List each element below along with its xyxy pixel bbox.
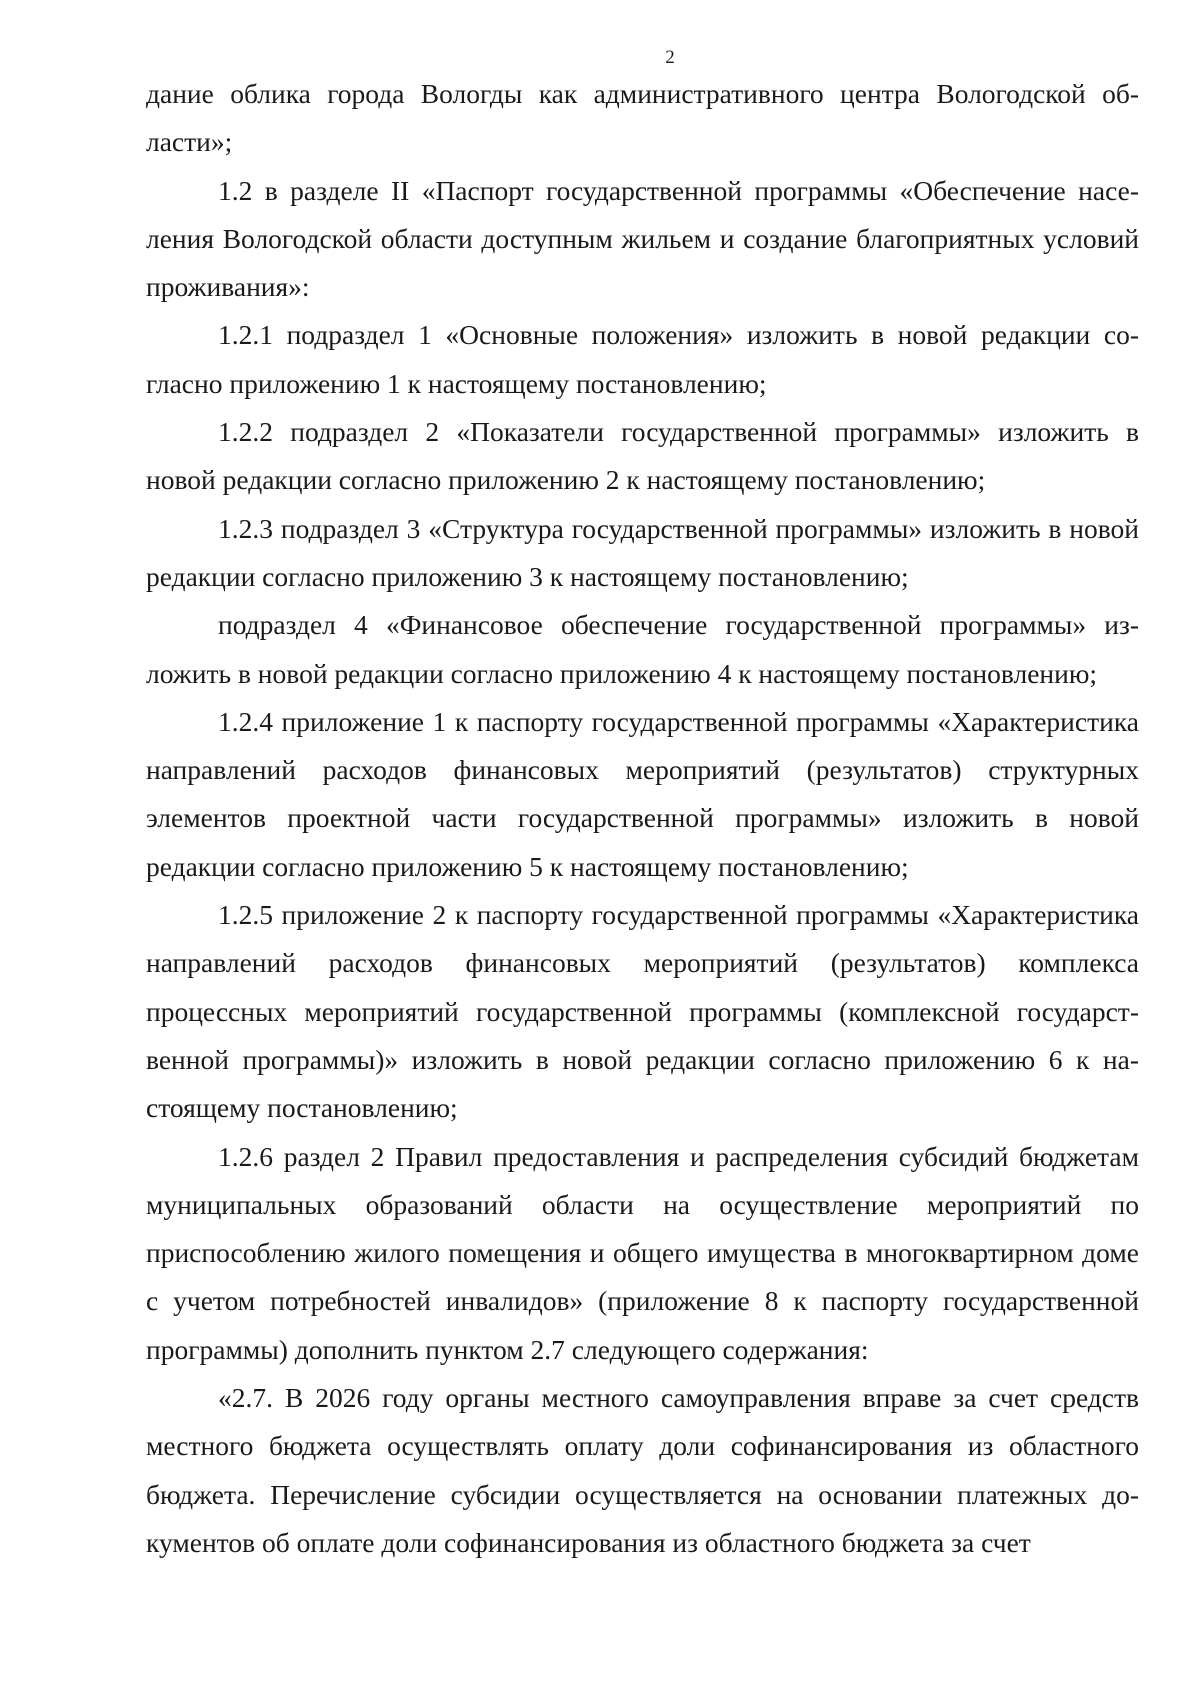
- paragraph-1-2-4: 1.2.4 приложение 1 к паспорту государственной программы «Характеристика направлений расходов финансовых мероприятий (результатов) структурных элементов проектной части государственной программы» изложить в новой редакции согласно приложению 5 к настоящему постановлению;: [146, 705, 1139, 882]
- paragraph-1-2-6: 1.2.6 раздел 2 Правил предоставления и распределения субсидий бюджетам муниципальных образований области на осуществление мероприятий по приспособлению жилого помещения и общего имущества в многоквартирном доме с учетом потребностей инвалидов» (приложение 8 к паспорту государственной программы) дополнить пунктом 2.7 следующего содержания:: [146, 1140, 1139, 1365]
- paragraph-subsection-4: подраздел 4 «Финансовое обеспечение государственной программы» изложить в новой редакции согласно приложению 4 к настоящему постановлению;: [146, 609, 1139, 689]
- paragraph-1-2-2: 1.2.2 подраздел 2 «Показатели государственной программы» изложить в новой редакции согласно приложению 2 к настоящему постановлению;: [146, 416, 1139, 496]
- paragraph-1-2: 1.2 в разделе II «Паспорт государственной программы «Обеспечение населения Вологодской области доступным жильем и создание благоприятных условий проживания»:: [146, 174, 1139, 303]
- paragraph-1-2-5: 1.2.5 приложение 2 к паспорту государственной программы «Характеристика направлений расходов финансовых мероприятий (результатов) комплекса процессных мероприятий государственной программы (комплексной государственной программы)» изложить в новой редакции согласно приложению 6 к настоящему постановлению;: [146, 899, 1139, 1124]
- paragraph-1-2-1: 1.2.1 подраздел 1 «Основные положения» изложить в новой редакции согласно приложению 1 к настоящему постановлению;: [146, 319, 1139, 399]
- paragraph-1-2-3: 1.2.3 подраздел 3 «Структура государственной программы» изложить в новой редакции согласно приложению 3 к настоящему постановлению;: [146, 512, 1139, 592]
- page-number: 2: [665, 47, 675, 68]
- document-body: [146, 70, 1139, 1567]
- paragraph-2-7-quote: «2.7. В 2026 году органы местного самоуправления вправе за счет средств местного бюджета осуществлять оплату доли софинансирования из областного бюджета. Перечисление субсидии осуществляется на основании платежных документов об оплате доли софинансирования из областного бюджета за счет: [146, 1382, 1139, 1558]
- paragraph-continuation: дание облика города Вологды как административного центра Вологодской области»;: [146, 78, 1139, 158]
